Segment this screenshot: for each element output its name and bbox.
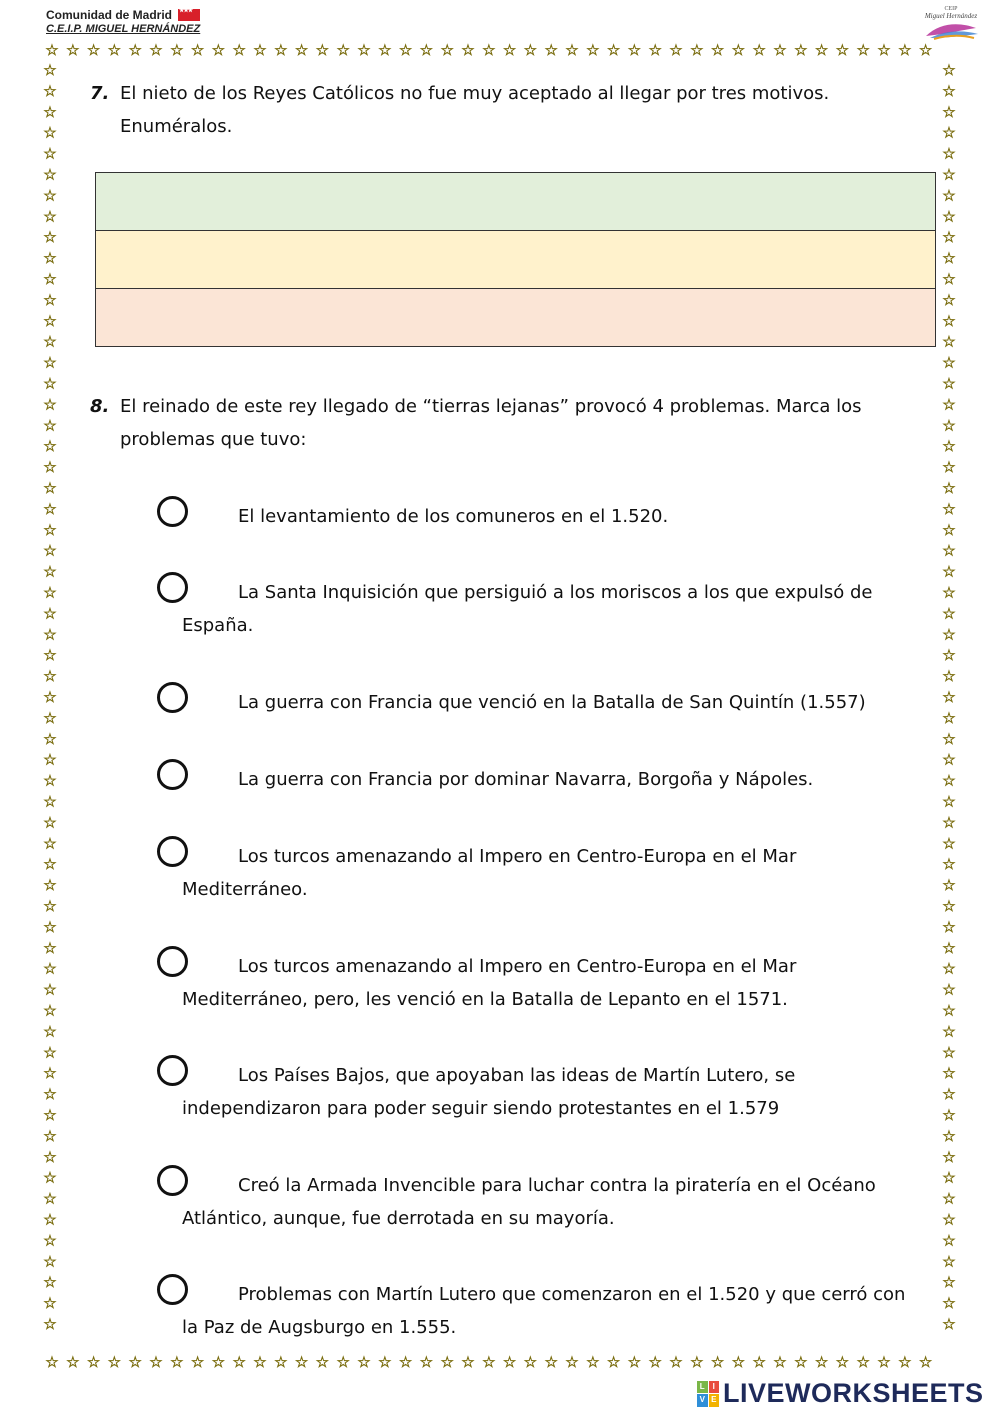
star-icon: ☆: [43, 876, 57, 895]
star-icon: ☆: [274, 41, 288, 59]
option-8-text: Creó la Armada Invencible para luchar contra la piratería en el Océano Atlántico, aunque, fue derrotada en su mayoría.: [182, 1175, 876, 1229]
star-icon: ☆: [942, 792, 956, 811]
star-icon: ☆: [942, 541, 956, 560]
feather-icon: [920, 20, 982, 42]
star-icon: ☆: [942, 750, 956, 769]
star-icon: ☆: [586, 41, 600, 59]
star-icon: ☆: [752, 41, 766, 59]
badge-letter-v: V: [697, 1394, 708, 1407]
star-icon: ☆: [43, 1022, 57, 1041]
star-icon: ☆: [190, 41, 205, 59]
option-1: [155, 500, 925, 533]
star-icon: ☆: [45, 1353, 59, 1371]
star-icon: ☆: [565, 41, 579, 59]
logo-name-text: Miguel Hernández: [924, 12, 978, 20]
star-icon: ☆: [43, 458, 57, 477]
star-icon: ☆: [942, 520, 956, 539]
star-icon: ☆: [942, 771, 956, 790]
star-icon: ☆: [440, 41, 454, 59]
star-icon: ☆: [43, 938, 57, 957]
question-7-text: El nieto de los Reyes Católicos no fue muy aceptado al llegar por tres motivos. Enuméralos.: [120, 83, 830, 137]
star-icon: ☆: [128, 1353, 142, 1371]
star-icon: ☆: [43, 207, 57, 226]
star-icon: ☆: [43, 61, 57, 79]
star-icon: ☆: [45, 41, 59, 59]
star-icon: ☆: [942, 1189, 956, 1208]
star-icon: ☆: [877, 1353, 891, 1371]
star-icon: ☆: [835, 1353, 850, 1371]
star-icon: ☆: [43, 917, 57, 936]
star-icon: ☆: [43, 855, 57, 874]
star-icon: ☆: [149, 41, 163, 59]
star-icon: ☆: [43, 228, 57, 247]
star-icon: ☆: [523, 1353, 538, 1371]
star-icon: ☆: [86, 41, 101, 59]
star-icon: ☆: [794, 41, 808, 59]
star-icon: ☆: [190, 1353, 205, 1371]
star-icon: ☆: [43, 374, 57, 393]
star-icon: ☆: [877, 41, 891, 59]
star-icon: ☆: [898, 41, 912, 59]
option-9-radio[interactable]: [157, 1274, 188, 1305]
star-icon: ☆: [942, 562, 956, 581]
star-icon: ☆: [942, 1252, 956, 1271]
star-icon: ☆: [942, 374, 956, 393]
star-icon: ☆: [43, 834, 57, 853]
star-icon: ☆: [294, 41, 309, 59]
star-icon: ☆: [378, 41, 392, 59]
star-icon: ☆: [942, 332, 956, 351]
star-icon: ☆: [170, 1353, 184, 1371]
star-icon: ☆: [43, 541, 57, 560]
star-icon: ☆: [43, 123, 57, 142]
star-icon: ☆: [942, 1294, 956, 1313]
star-icon: ☆: [606, 1353, 621, 1371]
star-icon: ☆: [315, 1353, 330, 1371]
star-icon: ☆: [606, 41, 621, 59]
star-icon: ☆: [43, 1106, 57, 1124]
option-9-text: Problemas con Martín Lutero que comenzaron en el 1.520 y que cerró con la Paz de Augsburgo en 1.555.: [182, 1284, 906, 1338]
star-icon: ☆: [918, 41, 933, 59]
badge-letter-i: I: [709, 1381, 720, 1394]
star-icon: ☆: [43, 708, 57, 727]
star-icon: ☆: [627, 1353, 642, 1371]
answer-field-3[interactable]: [96, 289, 935, 346]
badge-letter-l: L: [697, 1381, 708, 1394]
star-icon: ☆: [814, 1353, 829, 1371]
star-icon: ☆: [942, 1210, 956, 1229]
star-icon: ☆: [43, 813, 57, 832]
star-icon: ☆: [43, 1001, 57, 1020]
star-icon: ☆: [43, 625, 57, 644]
star-icon: ☆: [43, 583, 57, 602]
star-icon: ☆: [942, 207, 956, 226]
star-icon: ☆: [942, 959, 956, 978]
star-icon: ☆: [544, 1353, 558, 1371]
star-icon: ☆: [942, 938, 956, 957]
star-icon: ☆: [43, 1315, 57, 1333]
star-icon: ☆: [586, 1353, 600, 1371]
star-icon: ☆: [794, 1353, 808, 1371]
option-2-radio[interactable]: [157, 572, 188, 603]
star-icon: ☆: [294, 1353, 309, 1371]
star-icon: ☆: [43, 1126, 57, 1145]
star-icon: ☆: [43, 897, 57, 915]
star-icon: ☆: [43, 1294, 57, 1313]
star-icon: ☆: [43, 290, 57, 309]
star-icon: ☆: [482, 1353, 496, 1371]
star-icon: ☆: [43, 688, 57, 706]
star-icon: ☆: [43, 771, 57, 790]
star-icon: ☆: [814, 41, 829, 59]
star-icon: ☆: [942, 708, 956, 727]
star-icon: ☆: [942, 1043, 956, 1062]
star-icon: ☆: [856, 41, 870, 59]
star-icon: ☆: [43, 604, 57, 623]
option-2: [155, 576, 925, 642]
star-icon: ☆: [43, 499, 57, 518]
star-icon: ☆: [43, 980, 57, 999]
star-icon: ☆: [942, 667, 956, 686]
star-icon: ☆: [942, 604, 956, 623]
school-logo: [920, 6, 982, 46]
star-icon: ☆: [942, 646, 956, 665]
star-icon: ☆: [942, 270, 956, 288]
star-icon: ☆: [357, 41, 371, 59]
star-icon: ☆: [43, 353, 57, 372]
institution-name: Comunidad de Madrid: [46, 8, 172, 22]
star-icon: ☆: [731, 41, 746, 59]
option-1-text: El levantamiento de los comuneros en el 1.520.: [238, 506, 669, 527]
option-2-text: La Santa Inquisición que persiguió a los moriscos a los que expulsó de España.: [182, 582, 873, 636]
star-icon: ☆: [502, 41, 517, 59]
liveworksheets-brand: LIVEWORKSHEETS: [723, 1378, 984, 1408]
star-icon: ☆: [128, 41, 142, 59]
star-icon: ☆: [232, 41, 246, 59]
star-icon: ☆: [43, 1231, 57, 1250]
option-3: [155, 686, 925, 719]
star-icon: ☆: [856, 1353, 870, 1371]
star-icon: ☆: [942, 688, 956, 706]
star-icon: ☆: [274, 1353, 288, 1371]
star-icon: ☆: [419, 41, 434, 59]
star-icon: ☆: [211, 41, 226, 59]
star-icon: ☆: [43, 186, 57, 205]
star-icon: ☆: [773, 41, 787, 59]
star-icon: ☆: [942, 1126, 956, 1145]
star-icon: ☆: [482, 41, 496, 59]
star-icon: ☆: [942, 1001, 956, 1020]
star-icon: ☆: [690, 41, 704, 59]
option-3-radio[interactable]: [157, 682, 188, 713]
star-icon: ☆: [357, 1353, 371, 1371]
star-icon: ☆: [43, 270, 57, 288]
star-icon: ☆: [942, 123, 956, 142]
star-icon: ☆: [710, 41, 725, 59]
star-icon: ☆: [942, 1147, 956, 1166]
star-icon: ☆: [942, 1315, 956, 1333]
option-4-text: La guerra con Francia por dominar Navarra, Borgoña y Nápoles.: [238, 769, 814, 790]
institution-line: [46, 8, 200, 22]
star-icon: ☆: [66, 1353, 80, 1371]
star-icon: ☆: [669, 41, 683, 59]
question-7: [90, 77, 890, 143]
star-icon: ☆: [43, 1085, 57, 1104]
star-icon: ☆: [942, 395, 956, 414]
option-4: [155, 763, 925, 796]
star-icon: ☆: [942, 81, 956, 100]
star-icon: ☆: [565, 1353, 579, 1371]
star-icon: ☆: [43, 144, 57, 163]
star-icon: ☆: [107, 41, 122, 59]
star-icon: ☆: [43, 416, 57, 435]
star-icon: ☆: [773, 1353, 787, 1371]
star-icon: ☆: [942, 1273, 956, 1292]
star-icon: ☆: [523, 41, 538, 59]
star-icon: ☆: [690, 1353, 704, 1371]
option-8: [155, 1169, 925, 1235]
star-icon: ☆: [43, 1273, 57, 1292]
star-icon: ☆: [253, 1353, 267, 1371]
star-icon: ☆: [648, 1353, 662, 1371]
star-icon: ☆: [43, 1064, 57, 1083]
logo-top-text: CEIP: [944, 6, 958, 12]
star-icon: ☆: [43, 102, 57, 121]
option-8-radio[interactable]: [157, 1165, 188, 1196]
option-5: [155, 840, 925, 906]
star-icon: ☆: [253, 41, 267, 59]
star-icon: ☆: [942, 834, 956, 853]
option-4-radio[interactable]: [157, 759, 188, 790]
star-icon: ☆: [43, 646, 57, 665]
star-icon: ☆: [942, 1022, 956, 1041]
star-icon: ☆: [43, 249, 57, 268]
answer-table: [95, 172, 936, 347]
star-icon: ☆: [544, 41, 558, 59]
star-icon: ☆: [942, 917, 956, 936]
star-icon: ☆: [502, 1353, 517, 1371]
star-icon: ☆: [710, 1353, 725, 1371]
star-icon: ☆: [461, 41, 475, 59]
star-icon: ☆: [669, 1353, 683, 1371]
star-icon: ☆: [170, 41, 184, 59]
star-icon: ☆: [942, 897, 956, 915]
star-icon: ☆: [378, 1353, 392, 1371]
star-icon: ☆: [942, 416, 956, 435]
star-icon: ☆: [942, 102, 956, 121]
star-icon: ☆: [942, 186, 956, 205]
option-6-radio[interactable]: [157, 946, 188, 977]
option-7: [155, 1059, 925, 1125]
star-icon: ☆: [942, 1064, 956, 1083]
star-icon: ☆: [918, 1353, 933, 1371]
star-icon: ☆: [942, 479, 956, 497]
star-icon: ☆: [752, 1353, 766, 1371]
star-icon: ☆: [43, 395, 57, 414]
option-5-radio[interactable]: [157, 836, 188, 867]
star-icon: ☆: [942, 876, 956, 895]
star-icon: ☆: [398, 1353, 413, 1371]
star-icon: ☆: [942, 61, 956, 79]
star-icon: ☆: [43, 1252, 57, 1271]
star-icon: ☆: [898, 1353, 912, 1371]
option-6-text: Los turcos amenazando al Impero en Centro-Europa en el Mar Mediterráneo, pero, les venció en la Batalla de Lepanto en el 1571.: [182, 956, 797, 1010]
star-icon: ☆: [648, 41, 662, 59]
star-icon: ☆: [336, 41, 350, 59]
star-icon: ☆: [942, 353, 956, 372]
star-icon: ☆: [835, 41, 850, 59]
star-icon: ☆: [627, 41, 642, 59]
star-icon: ☆: [43, 479, 57, 497]
star-icon: ☆: [942, 1231, 956, 1250]
question-8-text: El reinado de este rey llegado de “tierras lejanas” provocó 4 problemas. Marca los problemas que tuvo:: [120, 396, 862, 450]
star-icon: ☆: [43, 667, 57, 686]
school-header: [46, 8, 200, 35]
star-icon: ☆: [43, 332, 57, 351]
option-9: [155, 1278, 925, 1344]
star-icon: ☆: [43, 81, 57, 100]
star-icon: ☆: [942, 290, 956, 309]
star-icon: ☆: [43, 792, 57, 811]
star-icon: ☆: [211, 1353, 226, 1371]
star-icon: ☆: [43, 437, 57, 456]
star-icon: ☆: [43, 750, 57, 769]
star-icon: ☆: [942, 165, 956, 184]
star-icon: ☆: [942, 855, 956, 874]
question-7-number: 7.: [90, 83, 110, 104]
star-icon: ☆: [315, 41, 330, 59]
star-icon: ☆: [86, 1353, 101, 1371]
star-icon: ☆: [942, 1085, 956, 1104]
option-7-radio[interactable]: [157, 1055, 188, 1086]
star-icon: ☆: [942, 228, 956, 247]
star-icon: ☆: [43, 1210, 57, 1229]
star-icon: ☆: [43, 1147, 57, 1166]
liveworksheets-logo[interactable]: [697, 1378, 984, 1409]
star-icon: ☆: [419, 1353, 434, 1371]
star-icon: ☆: [461, 1353, 475, 1371]
school-name: C.E.I.P. MIGUEL HERNÁNDEZ: [46, 23, 201, 35]
star-icon: ☆: [731, 1353, 746, 1371]
star-icon: ☆: [43, 562, 57, 581]
star-icon: ☆: [66, 41, 80, 59]
star-icon: ☆: [43, 959, 57, 978]
star-icon: ☆: [336, 1353, 350, 1371]
option-5-text: Los turcos amenazando al Impero en Centro-Europa en el Mar Mediterráneo.: [182, 846, 797, 900]
star-icon: ☆: [43, 1043, 57, 1062]
star-icon: ☆: [942, 144, 956, 163]
star-icon: ☆: [942, 249, 956, 268]
lw-badge-icon: [697, 1381, 719, 1407]
answer-field-2[interactable]: [96, 231, 935, 289]
star-icon: ☆: [942, 729, 956, 748]
star-icon: ☆: [942, 499, 956, 518]
answer-field-1[interactable]: [96, 173, 935, 231]
star-icon: ☆: [942, 583, 956, 602]
star-icon: ☆: [942, 980, 956, 999]
star-icon: ☆: [43, 729, 57, 748]
star-icon: ☆: [942, 437, 956, 456]
star-icon: ☆: [107, 1353, 122, 1371]
star-icon: ☆: [398, 41, 413, 59]
star-icon: ☆: [942, 625, 956, 644]
option-7-text: Los Países Bajos, que apoyaban las ideas de Martín Lutero, se independizaron para poder seguir siendo protestantes en el 1.579: [182, 1065, 796, 1119]
star-icon: ☆: [440, 1353, 454, 1371]
option-3-text: La guerra con Francia que venció en la Batalla de San Quintín (1.557): [238, 692, 866, 713]
star-icon: ☆: [942, 813, 956, 832]
star-icon: ☆: [149, 1353, 163, 1371]
star-icon: ☆: [942, 311, 956, 330]
star-icon: ☆: [43, 165, 57, 184]
question-8: [90, 390, 910, 456]
star-icon: ☆: [43, 520, 57, 539]
star-icon: ☆: [43, 1189, 57, 1208]
badge-letter-e: E: [709, 1394, 720, 1407]
star-icon: ☆: [942, 1106, 956, 1124]
star-icon: ☆: [942, 458, 956, 477]
star-icon: ☆: [232, 1353, 246, 1371]
option-1-radio[interactable]: [157, 496, 188, 527]
star-icon: ☆: [942, 1168, 956, 1187]
option-6: [155, 950, 925, 1016]
madrid-flag-icon: [178, 9, 200, 21]
star-icon: ☆: [43, 1168, 57, 1187]
question-8-number: 8.: [90, 396, 110, 417]
star-icon: ☆: [43, 311, 57, 330]
